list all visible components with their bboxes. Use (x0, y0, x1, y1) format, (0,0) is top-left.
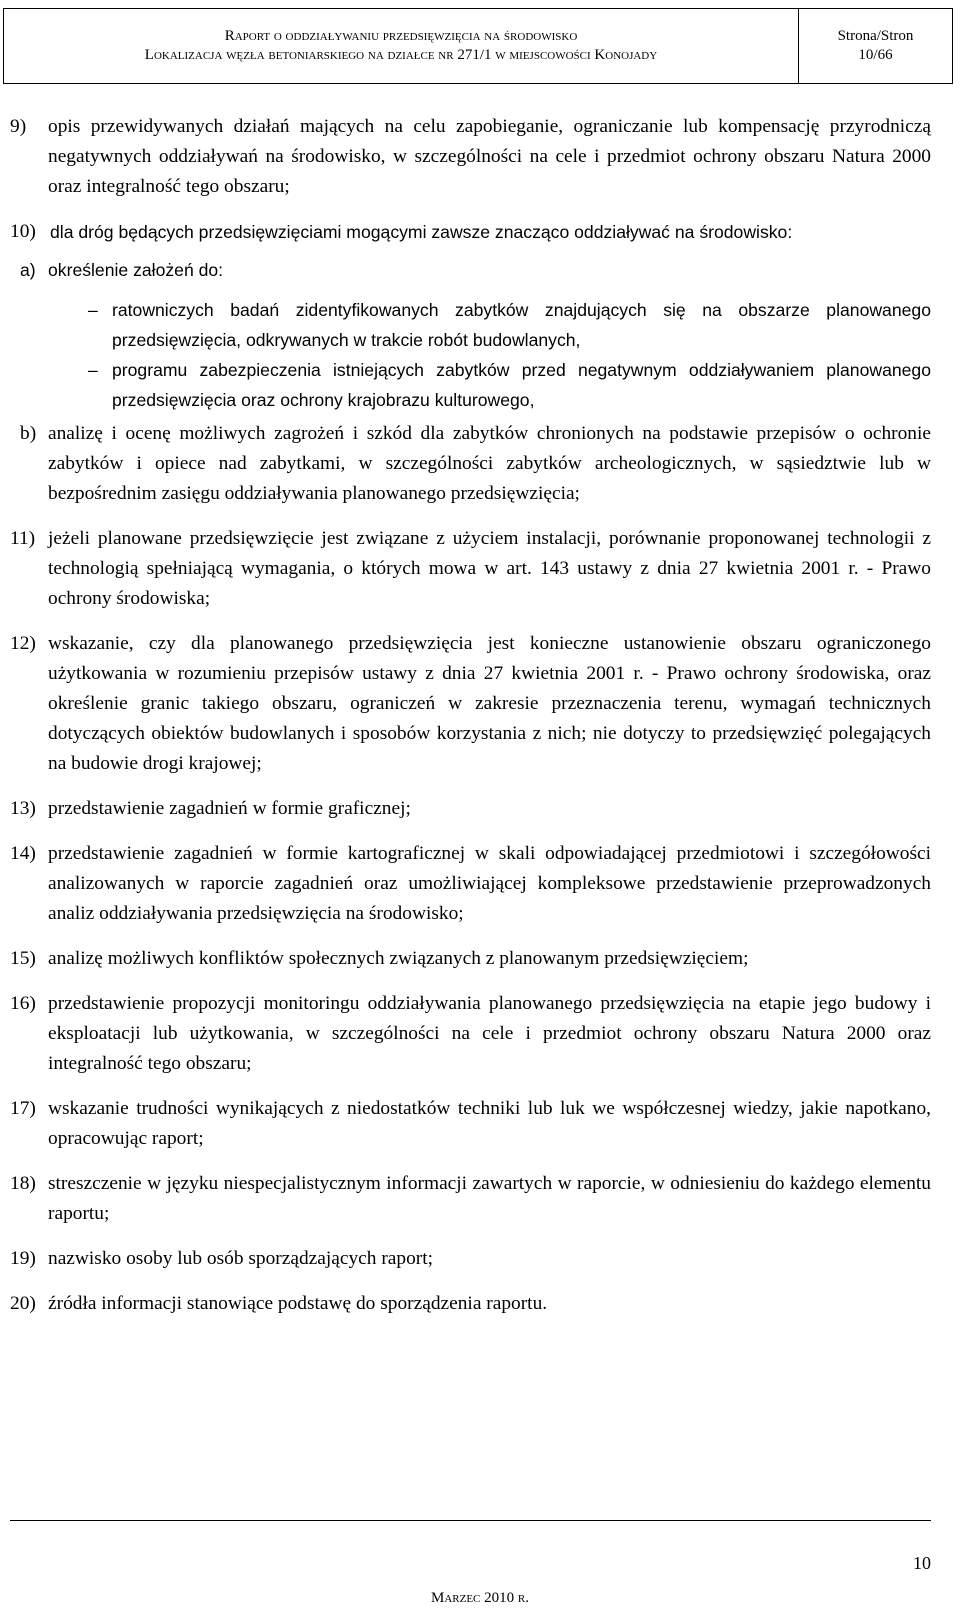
list-item-10-sub-a-wrap (0, 255, 931, 285)
footer-page-number: 10 (913, 1553, 931, 1573)
list-number: 9) (10, 116, 27, 137)
list-text: dla dróg będących przedsięwzięciami mogącymi zawsze znacząco oddziaływać na środowisko: (50, 222, 793, 242)
list-number: 10) (10, 221, 36, 242)
sub-text: analizę i ocenę możliwych zagrożeń i szkód dla zabytków chronionych na podstawie przepisów o ochronie zabytków i opiece nad zabytkami, w szczególności zabytków archeologicznych, w sąsiedztwie lub w bezpośrednim zasięgu oddziaływania planowanego przedsięwzięcia; (48, 423, 931, 504)
dash-bullet: – (88, 300, 98, 320)
sub-item-a (20, 255, 931, 285)
list-item-9 (10, 112, 931, 202)
header-title-line1: Raport o oddziaływaniu przedsięwzięcia na środowisko (224, 28, 578, 44)
list-item-13 (10, 794, 931, 824)
list-text: opis przewidywanych działań mających na celu zapobieganie, ograniczanie lub kompensację przyrodniczą negatywnych oddziaływań na środowisko, w szczególności na cele i przedmiot ochrony obszaru Natura 2000 oraz integralność tego obszaru; (48, 116, 931, 197)
list-number: 18) (10, 1173, 36, 1194)
list-text: jeżeli planowane przedsięwzięcie jest związane z użyciem instalacji, porównanie proponowanej technologii z technologią spełniającą wymagania, o których mowa w art. 143 ustawy z dnia 27 kwietnia 2001 r. - Prawo ochrony środowiska; (48, 528, 931, 609)
list-item-10-sub-b-wrap (0, 419, 931, 509)
list-text: wskazanie trudności wynikających z niedostatków techniki lub luk we współczesnej wiedzy, jakie napotkano, opracowując raport; (48, 1098, 931, 1149)
list-text: przedstawienie propozycji monitoringu oddziaływania planowanego przedsięwzięcia na etapie jego budowy i eksploatacji lub użytkowania, w szczególności na cele i przedmiot ochrony obszaru Natura 2000 oraz integralność tego obszaru; (48, 993, 931, 1074)
header-title-line2: Lokalizacja węzła betoniarskiego na działce nr 271/1 w miejscowości Konojady (144, 47, 658, 63)
page-header (3, 8, 953, 84)
list-item-14 (10, 839, 931, 929)
header-title (4, 9, 799, 83)
list-item-12 (10, 629, 931, 779)
dash-bullet: – (88, 360, 98, 380)
sub-text: określenie założeń do: (48, 260, 224, 280)
footer-date: Marzec 2010 r. (431, 1590, 529, 1606)
list-item-15 (10, 944, 931, 974)
list-number: 17) (10, 1098, 36, 1119)
list-item-18 (10, 1169, 931, 1229)
header-page-label: Strona/Stron (837, 28, 914, 44)
list-item-11 (10, 524, 931, 614)
footer-divider (10, 1520, 931, 1521)
list-number: 19) (10, 1248, 36, 1269)
list-item-10 (10, 217, 931, 247)
header-page-value: 10/66 (858, 47, 893, 63)
list-number: 15) (10, 948, 36, 969)
list-number: 20) (10, 1293, 36, 1314)
dash-text: programu zabezpieczenia istniejących zabytków przed negatywnym oddziaływaniem planowanego przedsięwzięcia oraz ochrony krajobrazu kulturowego, (112, 360, 931, 410)
list-item-16 (10, 989, 931, 1079)
sub-item-b (20, 419, 931, 509)
list-item-20 (10, 1289, 931, 1319)
list-text: analizę możliwych konfliktów społecznych związanych z planowanym przedsięwzięciem; (48, 948, 749, 969)
list-number: 12) (10, 633, 36, 654)
list-text: streszczenie w języku niespecjalistycznym informacji zawartych w raporcie, w odniesieniu do każdego elementu raportu; (48, 1173, 931, 1224)
list-text: przedstawienie zagadnień w formie graficznej; (48, 798, 411, 819)
list-text: wskazanie, czy dla planowanego przedsięwzięcia jest konieczne ustanowienie obszaru ograniczonego użytkowania w rozumieniu przepisów ustawy z dnia 27 kwietnia 2001 r. - Prawo ochrony środowiska, oraz określenie granic takiego obszaru, ograniczeń w zakresie przeznaczenia terenu, wymagań technicznych dotyczących obiektów budowlanych i sposobów korzystania z nich; nie dotyczy to przedsięwzięć polegających na budowie drogi krajowej; (48, 633, 931, 774)
list-number: 14) (10, 843, 36, 864)
list-text: przedstawienie zagadnień w formie kartograficznej w skali odpowiadającej przedmiotowi i szczegółowości analizowanych w raporcie zagadnień oraz umożliwiającej kompleksowe przedstawienie przeprowadzonych analiz oddziaływania przedsięwzięcia na środowisko; (48, 843, 931, 924)
list-item-17 (10, 1094, 931, 1154)
list-item-19 (10, 1244, 931, 1274)
sub-label: a) (20, 260, 36, 280)
list-number: 11) (10, 528, 36, 549)
document-body (10, 112, 931, 1334)
list-number: 16) (10, 993, 36, 1014)
sub-label: b) (20, 423, 37, 444)
list-text: źródła informacji stanowiące podstawę do sporządzenia raportu. (48, 1293, 548, 1314)
dash-item-1 (88, 295, 931, 355)
list-text: nazwisko osoby lub osób sporządzających raport; (48, 1248, 434, 1269)
list-number: 13) (10, 798, 36, 819)
dash-item-2 (88, 355, 931, 415)
header-page-box (799, 9, 952, 83)
dash-text: ratowniczych badań zidentyfikowanych zabytków znajdujących się na obszarze planowanego przedsięwzięcia, odkrywanych w trakcie robót budowlanych, (112, 300, 931, 350)
